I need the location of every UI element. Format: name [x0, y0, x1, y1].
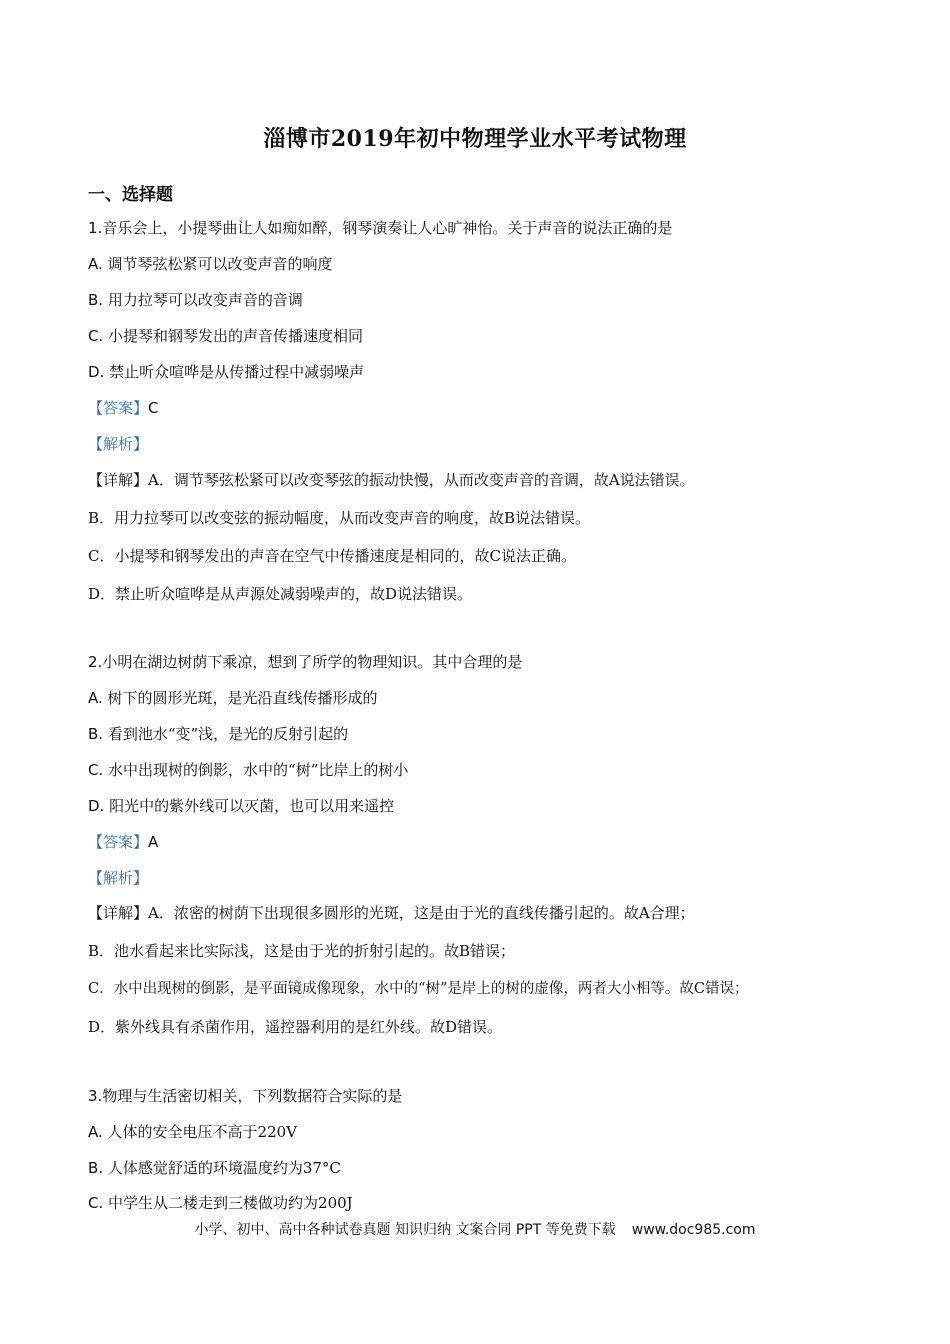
question-number: 2.: [88, 653, 103, 671]
document-title: 淄博市2019年初中物理学业水平考试物理: [263, 126, 687, 152]
answer-label: 【答案】: [88, 399, 149, 417]
option-text: 看到池水“变”浅，是光的反射引起的: [103, 725, 349, 743]
option-letter: C.: [88, 761, 104, 779]
option-text: 调节琴弦松紧可以改变声音的响度: [102, 255, 333, 273]
question-text: 音乐会上，小提琴曲让人如痴如醉，钢琴演奏让人心旷神怡。关于声音的说法正确的是: [102, 219, 673, 237]
q1-detail-b: B．用力拉琴可以改变弦的振动幅度，从而改变声音的响度，故B说法错误。: [88, 509, 591, 527]
option-text: 禁止听众喧哗是从传播过程中减弱噪声: [104, 363, 365, 381]
q1-detail-a: [88, 470, 695, 490]
q3-option-a: [88, 1122, 297, 1142]
q2-option-b: [88, 724, 348, 744]
answer-value: C: [148, 399, 159, 417]
option-letter: C.: [88, 327, 104, 345]
question-text: 物理与生活密切相关，下列数据符合实际的是: [102, 1087, 403, 1105]
section-heading: 一、选择题: [88, 185, 173, 205]
q1-option-c: [88, 326, 363, 346]
detail-label: 【详解】: [88, 904, 149, 922]
question-3-stem: [88, 1086, 402, 1106]
option-letter: B.: [88, 725, 104, 743]
question-text: 小明在湖边树荫下乘凉，想到了所学的物理知识。其中合理的是: [102, 653, 523, 671]
option-text: 阳光中的紫外线可以灭菌，也可以用来遥控: [104, 797, 395, 815]
q3-option-b: [88, 1158, 341, 1178]
q2-answer: [88, 832, 158, 852]
q1-detail-d: D．禁止听众喧哗是从声源处减弱噪声的，故D说法错误。: [88, 585, 473, 603]
option-letter: A.: [88, 689, 103, 707]
option-letter: D.: [88, 363, 105, 381]
q2-analysis-label: 【解析】: [88, 869, 149, 887]
option-text: 中学生从二楼走到三楼做功约为200J: [103, 1194, 353, 1212]
option-letter: D.: [88, 797, 105, 815]
footer-text: 小学、初中、高中各种试卷真题 知识归纳 文案合同 PPT 等免费下载: [194, 1222, 616, 1238]
page-footer: [0, 1219, 950, 1239]
option-text: 人体感觉舒适的环境温度约为37°C: [103, 1159, 341, 1177]
q3-option-c: [88, 1193, 353, 1213]
q2-detail-a: [88, 903, 695, 923]
q2-option-c: [88, 760, 408, 780]
option-letter: A.: [88, 255, 103, 273]
q1-analysis-label: 【解析】: [88, 435, 149, 453]
option-letter: C.: [88, 1194, 104, 1212]
answer-value: A: [148, 833, 159, 851]
q2-detail-d: D．紫外线具有杀菌作用，遥控器利用的是红外线。故D错误。: [88, 1018, 503, 1036]
option-letter: A.: [88, 1123, 103, 1141]
q1-option-b: [88, 290, 303, 310]
option-text: 人体的安全电压不高于220V: [102, 1123, 297, 1141]
question-1-stem: [88, 218, 672, 238]
q1-detail-c: C．小提琴和钢琴发出的声音在空气中传播速度是相同的，故C说法正确。: [88, 547, 576, 565]
q1-option-a: [88, 254, 333, 274]
option-text: 水中出现树的倒影，水中的“树”比岸上的树小: [103, 761, 409, 779]
answer-label: 【答案】: [88, 833, 149, 851]
detail-text: A．调节琴弦松紧可以改变琴弦的振动快慢，从而改变声音的音调，故A说法错误。: [148, 471, 695, 489]
q2-option-a: [88, 688, 378, 708]
q2-option-d: [88, 796, 394, 816]
q1-answer: [88, 398, 159, 418]
q2-detail-b: B．池水看起来比实际浅，这是由于光的折射引起的。故B错误；: [88, 942, 516, 960]
question-number: 1.: [88, 219, 103, 237]
option-text: 小提琴和钢琴发出的声音传播速度相同: [103, 327, 364, 345]
footer-site-link[interactable]: www.doc985.com: [631, 1222, 756, 1238]
question-number: 3.: [88, 1087, 103, 1105]
question-2-stem: [88, 652, 522, 672]
option-letter: B.: [88, 291, 104, 309]
q2-detail-c: C．水中出现树的倒影，是平面镜成像现象，水中的“树”是岸上的树的虚像，两者大小相等。故C错误；: [88, 981, 749, 997]
option-letter: B.: [88, 1159, 104, 1177]
option-text: 树下的圆形光斑，是光沿直线传播形成的: [102, 689, 378, 707]
option-text: 用力拉琴可以改变声音的音调: [103, 291, 303, 309]
detail-text: A．浓密的树荫下出现很多圆形的光斑，这是由于光的直线传播引起的。故A合理；: [148, 904, 695, 922]
q1-option-d: [88, 362, 364, 382]
detail-label: 【详解】: [88, 471, 149, 489]
